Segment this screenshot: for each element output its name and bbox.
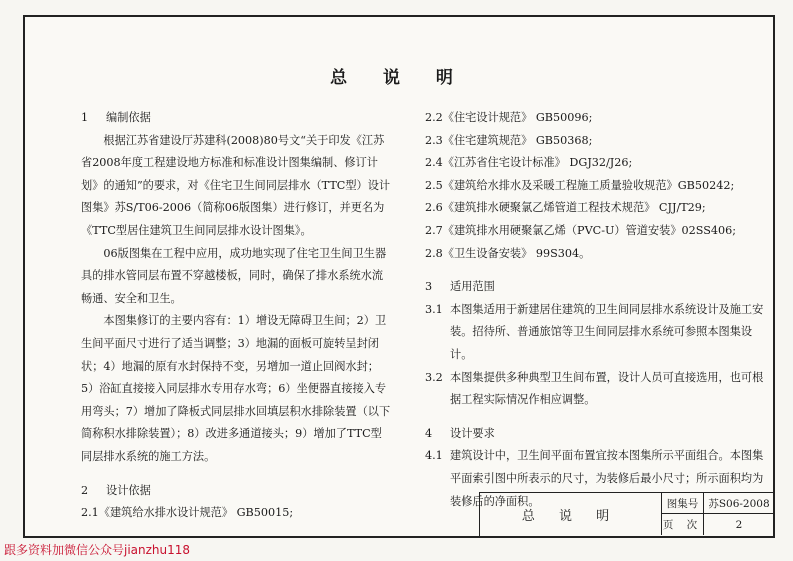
clause-3-2 <box>425 367 765 412</box>
section-number: 2 <box>81 483 89 497</box>
watermark-text: 跟多资料加微信公众号jianzhu118 <box>4 543 191 557</box>
paragraph: 本图集修订的主要内容有：1）增设无障碍卫生间；2）卫生间平面尺寸进行了适当调整；3）地漏的面板可旋转呈封闭状；4）地漏的原有水封保持不变，另增加一道止回阀水封；5）浴缸直接接入同层排水专用存水弯；6）坐便器直接接入专用弯头；7）增加了降板式同层排水回填层积水排除装置（以下简称积水排除装置）；8）改进多通道接头；9）增加了TTC型同层排水系统的施工方法。 <box>81 314 391 463</box>
page-number-value: 2 <box>735 518 743 531</box>
reference-item: 2.4《江苏省住宅设计标准》 DGJ32/J26; <box>425 156 633 170</box>
reference-item: 2.2《住宅设计规范》 GB50096; <box>425 111 593 124</box>
drawing-sheet <box>23 15 775 538</box>
reference-item: 2.3《住宅建筑规范》 GB50368; <box>425 133 593 147</box>
section-1-heading <box>81 107 391 130</box>
section-title: 编制依据 <box>106 111 151 124</box>
clause-number: 3.1 <box>425 302 443 316</box>
paragraph: 06版图集在工程中应用，成功地实现了住宅卫生间卫生器具的排水管同层布置不穿越楼板，同时，确保了排水系统水流畅通、安全和卫生。 <box>81 246 387 305</box>
clause-text: 本图集适用于新建居住建筑的卫生间同层排水系统设计及施工安装。招待所、普通旅馆等卫生间同层排水系统可参照本图集设计。 <box>450 302 764 361</box>
right-column <box>425 107 765 513</box>
title-block-name: 总 说 明 <box>480 493 662 535</box>
reference-item: 2.8《卫生设备安装》 99S304。 <box>425 246 591 260</box>
section-title: 适用范围 <box>450 280 495 294</box>
clause-number: 3.2 <box>425 370 443 384</box>
section-3-heading <box>425 276 765 299</box>
section-title: 设计要求 <box>450 426 495 440</box>
section-4-heading <box>425 423 765 446</box>
page-title: 总 说 明 <box>330 68 468 88</box>
reference-item: 2.6《建筑排水硬聚氯乙烯管道工程技术规范》 CJJ/T29; <box>425 201 706 215</box>
section-number: 3 <box>425 280 433 294</box>
section-number: 1 <box>81 111 89 124</box>
page-number-label: 页 次 <box>662 514 704 535</box>
atlas-number-value: 苏S06-2008 <box>704 493 774 514</box>
clause-text: 建筑设计中，卫生间平面布置宜按本图集所示平面组合。本图集平面索引图中所表示的尺寸，为装修后最小尺寸；所示面积均为装修后的净面积。 <box>450 449 764 508</box>
left-column <box>81 107 391 525</box>
clause-3-1 <box>425 299 765 367</box>
clause-text: 本图集提供多种典型卫生间布置，设计人员可直接选用，也可根据工程实际情况作相应调整。 <box>450 370 764 407</box>
section-2-heading <box>81 480 391 503</box>
section-title: 设计依据 <box>106 483 151 497</box>
section-number: 4 <box>425 426 433 440</box>
title-block <box>479 492 773 536</box>
paragraph: 根据江苏省建设厅苏建科(2008)80号文“关于印发《江苏省2008年度工程建设地方标准和标准设计图集编制、修订计划》的通知”的要求，对《住宅卫生间同层排水（TTC型）设计图集》苏S/T06-2006（简称06版图集）进行修订，并更名为《TTC型居住建筑卫生间同层排水设计图集》。 <box>81 133 391 237</box>
atlas-number-label: 图集号 <box>662 493 704 514</box>
reference-item: 2.1《建筑给水排水设计规范》 GB50015; <box>81 506 294 520</box>
reference-item: 2.5《建筑给水排水及采暖工程施工质量验收规范》GB50242; <box>425 178 735 192</box>
reference-item: 2.7《建筑排水用硬聚氯乙烯（PVC-U）管道安装》02SS406; <box>425 223 737 237</box>
clause-number: 4.1 <box>425 449 443 463</box>
